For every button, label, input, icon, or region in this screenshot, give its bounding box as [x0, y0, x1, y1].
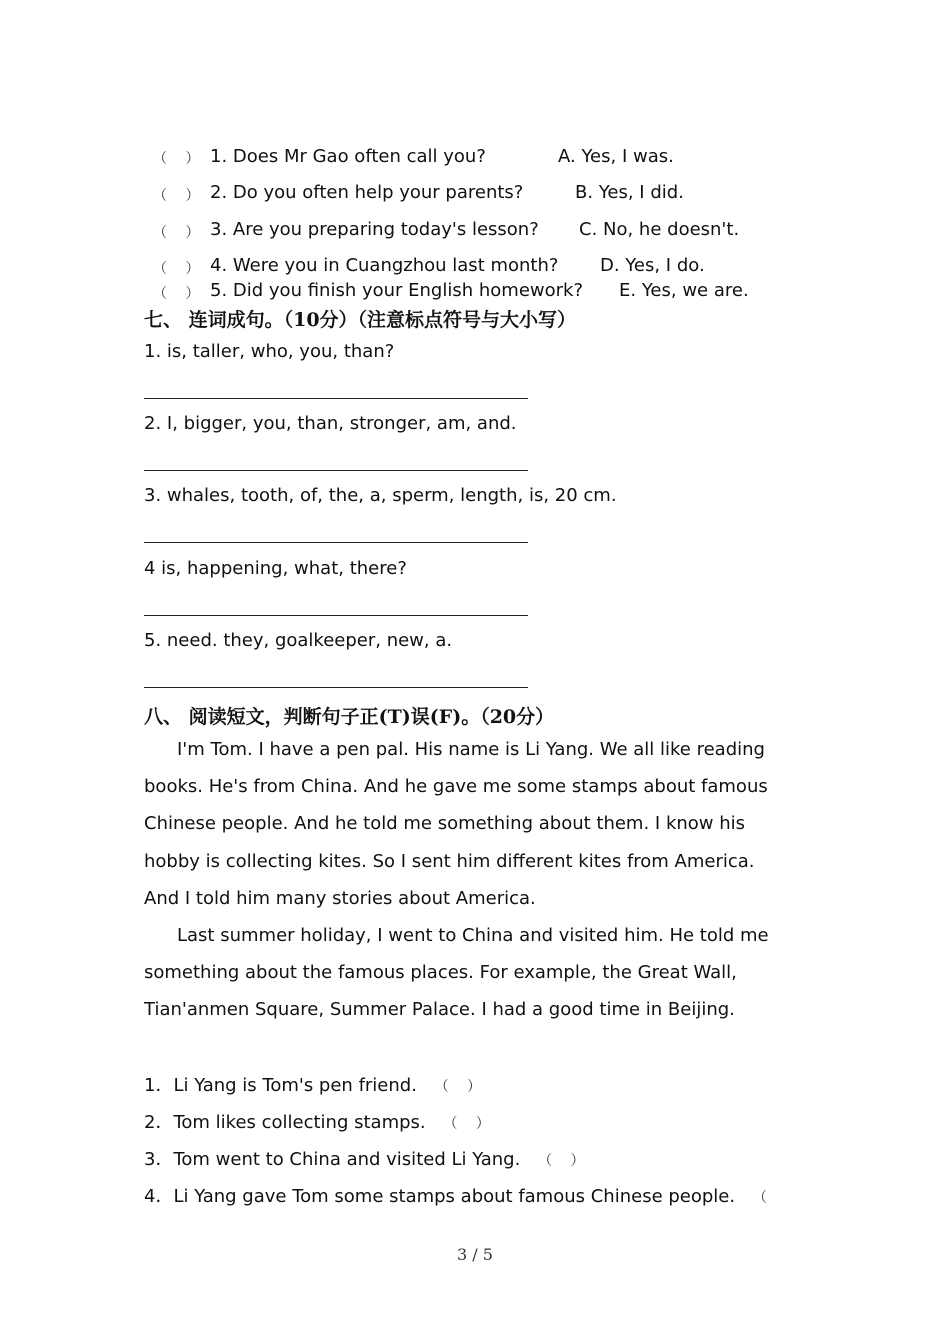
passage-paragraph: I'm Tom. I have a pen pal. His name is Li Yang. We all like reading books. He's from China. And he gave me some stamps about famous Chinese people. And he told me something about them. I know his hobby is collecting kites. So I sent him different kites from America. And I told him many stories about America. [144, 739, 768, 909]
question-text: 2．Tom likes collecting stamps. [144, 1112, 426, 1133]
answer-option: D. Yes, I do. [600, 255, 705, 276]
page-number: 3 / 5 [457, 1245, 493, 1264]
answer-option: E. Yes, we are. [619, 280, 749, 301]
answer-blank[interactable]: （ ） [538, 1153, 585, 1169]
scramble-item: 2. I, bigger, you, than, stronger, am, and. [144, 413, 517, 434]
answer-line[interactable] [144, 542, 528, 543]
answer-line[interactable] [144, 470, 528, 471]
answer-blank[interactable]: （ ） [153, 286, 200, 302]
question-text: 3．Tom went to China and visited Li Yang. [144, 1149, 521, 1170]
scramble-item: 5. need. they, goalkeeper, new, a. [144, 630, 453, 651]
question-text: 3. Are you preparing today's lesson? [210, 219, 539, 240]
question-text: 4. Were you in Cuangzhou last month? [210, 255, 559, 276]
answer-blank[interactable]: （ ） [443, 1116, 490, 1132]
answer-line[interactable] [144, 615, 528, 616]
question-text: 1．Li Yang is Tom's pen friend. [144, 1075, 417, 1096]
answer-blank[interactable]: （ ） [153, 188, 200, 204]
answer-option: A. Yes, I was. [558, 146, 674, 167]
question-text: 2. Do you often help your parents? [210, 182, 524, 203]
answer-blank[interactable]: （ ） [153, 261, 200, 277]
tf-question [144, 1108, 490, 1134]
answer-option: B. Yes, I did. [575, 182, 684, 203]
scramble-item: 3. whales, tooth, of, the, a, sperm, length, is, 20 cm. [144, 485, 617, 506]
question-text: 5. Did you finish your English homework? [210, 280, 584, 301]
section-heading: 八、 阅读短文，判断句子正(T)误(F)。（20分） [144, 706, 555, 728]
section-heading: 七、 连词成句。（10分）（注意标点符号与大小写） [144, 309, 577, 331]
passage-paragraph: Last summer holiday, I went to China and visited him. He told me something about the famous places. For example, the Great Wall, Tian'anmen Square, Summer Palace. I had a good time in Beijing. [144, 925, 769, 1021]
tf-question [144, 1071, 482, 1097]
question-text: 4．Li Yang gave Tom some stamps about famous Chinese people. [144, 1186, 736, 1207]
question-text: 1. Does Mr Gao often call you? [210, 146, 486, 167]
tf-question [144, 1182, 767, 1208]
answer-line[interactable] [144, 687, 528, 688]
reading-passage [144, 731, 784, 1029]
tf-question [144, 1145, 585, 1171]
scramble-item: 4 is, happening, what, there? [144, 558, 407, 579]
answer-blank[interactable]: （ ） [153, 225, 200, 241]
answer-line[interactable] [144, 398, 528, 399]
answer-blank[interactable]: （ [752, 1190, 767, 1206]
scramble-item: 1. is, taller, who, you, than? [144, 341, 395, 362]
answer-option: C. No, he doesn't. [579, 219, 740, 240]
answer-blank[interactable]: （ ） [153, 151, 200, 167]
answer-blank[interactable]: （ ） [434, 1079, 482, 1095]
